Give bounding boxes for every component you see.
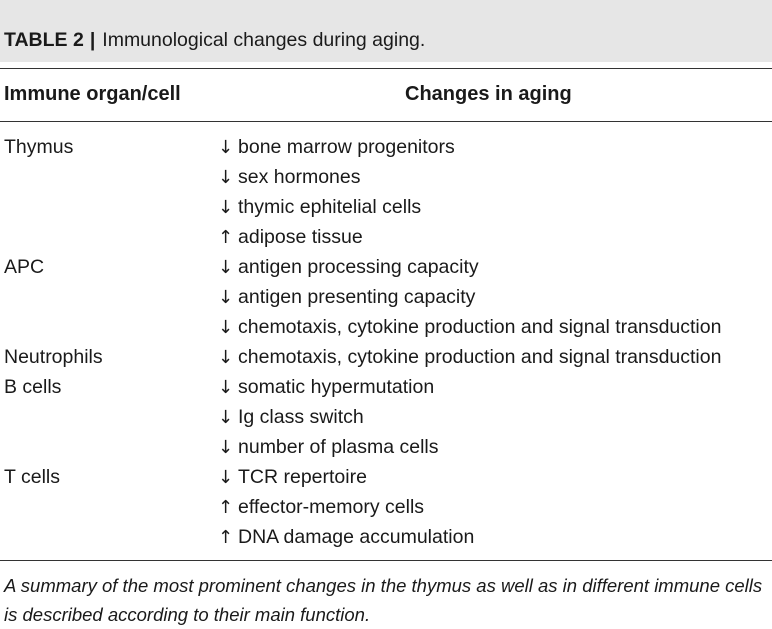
decrease-arrow-icon: ↓ [218, 407, 234, 428]
decrease-arrow-icon: ↓ [218, 347, 234, 368]
table-row [0, 282, 772, 312]
change-text: bone marrow progenitors [238, 136, 455, 158]
change-text: somatic hypermutation [238, 376, 435, 398]
decrease-arrow-icon: ↓ [218, 257, 234, 278]
increase-arrow-icon: ↑ [218, 527, 234, 548]
change-cell [218, 342, 721, 373]
organ-cell: Thymus [4, 136, 74, 158]
organ-cell: APC [4, 256, 45, 278]
header-immune-organ: Immune organ/cell [4, 83, 181, 105]
table-row [0, 432, 772, 462]
decrease-arrow-icon: ↓ [218, 377, 234, 398]
change-cell [218, 282, 475, 313]
table-row [0, 402, 772, 432]
table-row [0, 522, 772, 552]
table-row [0, 222, 772, 252]
change-text: antigen presenting capacity [238, 286, 476, 308]
change-text: chemotaxis, cytokine production and signal transduction [238, 346, 722, 368]
change-text: sex hormones [238, 166, 361, 188]
change-text: antigen processing capacity [238, 256, 479, 278]
change-cell [218, 432, 439, 463]
decrease-arrow-icon: ↓ [218, 467, 234, 488]
change-cell [218, 252, 479, 283]
organ-cell: B cells [4, 376, 62, 398]
increase-arrow-icon: ↑ [218, 497, 234, 518]
top-rule [0, 68, 772, 69]
change-cell [218, 132, 455, 163]
change-text: Ig class switch [238, 406, 364, 428]
change-cell [218, 402, 364, 433]
change-cell [218, 162, 360, 193]
change-text: adipose tissue [238, 226, 363, 248]
organ-cell: T cells [4, 466, 60, 488]
change-cell [218, 372, 434, 403]
change-text: chemotaxis, cytokine production and signal transduction [238, 316, 722, 338]
table-row [0, 312, 772, 342]
caption-separator: | [89, 29, 96, 51]
table-caption-band [0, 0, 772, 62]
table-caption [4, 27, 425, 53]
bottom-rule [0, 560, 772, 561]
decrease-arrow-icon: ↓ [218, 137, 234, 158]
table-row [0, 162, 772, 192]
change-cell [218, 462, 367, 493]
decrease-arrow-icon: ↓ [218, 197, 234, 218]
change-cell [218, 312, 721, 343]
table-row [0, 342, 772, 372]
change-text: TCR repertoire [238, 466, 367, 488]
decrease-arrow-icon: ↓ [218, 287, 234, 308]
change-cell [218, 192, 421, 223]
change-cell [218, 222, 363, 253]
change-text: DNA damage accumulation [238, 526, 475, 548]
table-row [0, 462, 772, 492]
table-label: TABLE 2 [4, 29, 84, 51]
change-cell [218, 492, 424, 523]
table-footnote: A summary of the most prominent changes in the thymus as well as in different immune cells is described according to their main function. [4, 575, 763, 625]
decrease-arrow-icon: ↓ [218, 167, 234, 188]
increase-arrow-icon: ↑ [218, 227, 234, 248]
table-body [0, 132, 772, 552]
table-row [0, 492, 772, 522]
table-row [0, 372, 772, 402]
decrease-arrow-icon: ↓ [218, 317, 234, 338]
header-changes: Changes in aging [405, 83, 572, 105]
table-title: Immunological changes during aging. [102, 29, 426, 51]
table-row [0, 132, 772, 162]
change-text: effector-memory cells [238, 496, 425, 518]
decrease-arrow-icon: ↓ [218, 437, 234, 458]
change-text: thymic ephitelial cells [238, 196, 422, 218]
change-cell [218, 522, 474, 553]
table-row [0, 252, 772, 282]
table-row [0, 192, 772, 222]
change-text: number of plasma cells [238, 436, 439, 458]
organ-cell: Neutrophils [4, 346, 103, 368]
header-rule [0, 121, 772, 122]
